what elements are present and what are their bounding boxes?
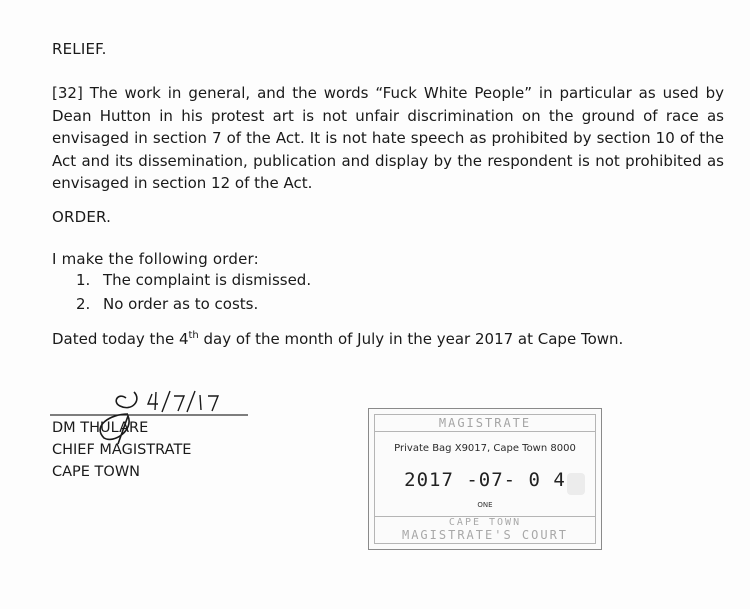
handwritten-digit [148, 392, 158, 410]
stamp-bottom-line1: CAPE TOWN [448, 517, 522, 528]
signatory-location: CAPE TOWN [52, 464, 141, 480]
handwritten-slash [162, 391, 170, 412]
dated-line [52, 330, 623, 348]
signature-scribble [100, 392, 137, 444]
stamp-top-label: MAGISTRATE [375, 415, 595, 432]
stamp-bottom-line2: MAGISTRATE'S COURT [401, 528, 569, 542]
handwritten-slash [187, 391, 195, 412]
order-item-number: 2. [76, 295, 91, 313]
court-stamp [368, 408, 602, 550]
stamp-bottom [375, 516, 595, 543]
relief-heading: RELIEF. [52, 40, 107, 58]
signatory-title: CHIEF MAGISTRATE [52, 442, 192, 458]
stamp-sub-label: ONE [477, 501, 493, 509]
order-intro: I make the following order: [52, 250, 259, 268]
signatory-name: DM THULARE [52, 420, 149, 436]
dated-superscript: th [188, 330, 199, 341]
handwritten-digit [174, 396, 184, 411]
order-item [76, 292, 311, 316]
order-item-text: No order as to costs. [103, 295, 259, 313]
order-item-text: The complaint is dismissed. [103, 271, 312, 289]
stamp-date: 2017 -07- 0 4 [404, 469, 566, 491]
handwritten-signature [48, 386, 288, 446]
dated-prefix: Dated today the 4 [52, 330, 189, 348]
order-item [76, 268, 311, 292]
handwritten-digit [208, 396, 218, 411]
stamp-smudge [567, 473, 585, 495]
order-item-number: 1. [76, 271, 91, 289]
dated-suffix: day of the month of July in the year 2017 at Cape Town. [198, 330, 624, 348]
stamp-address: Private Bag X9017, Cape Town 8000 [394, 443, 576, 454]
handwritten-digit [200, 395, 201, 410]
order-heading: ORDER. [52, 208, 112, 226]
stamp-inner-frame [374, 414, 596, 544]
order-list [76, 268, 311, 316]
paragraph-32: [32] The work in general, and the words “Fuck White People” in particular as used by Dean Hutton in his protest art is not unfair discrimination on the ground of race as envisaged in section 7 of the Act. It is not hate speech as prohibited by section 10 of the Act and its dissemination, publication and display by the respondent is not prohibited as envisaged in section 12 of the Act. [52, 84, 724, 192]
